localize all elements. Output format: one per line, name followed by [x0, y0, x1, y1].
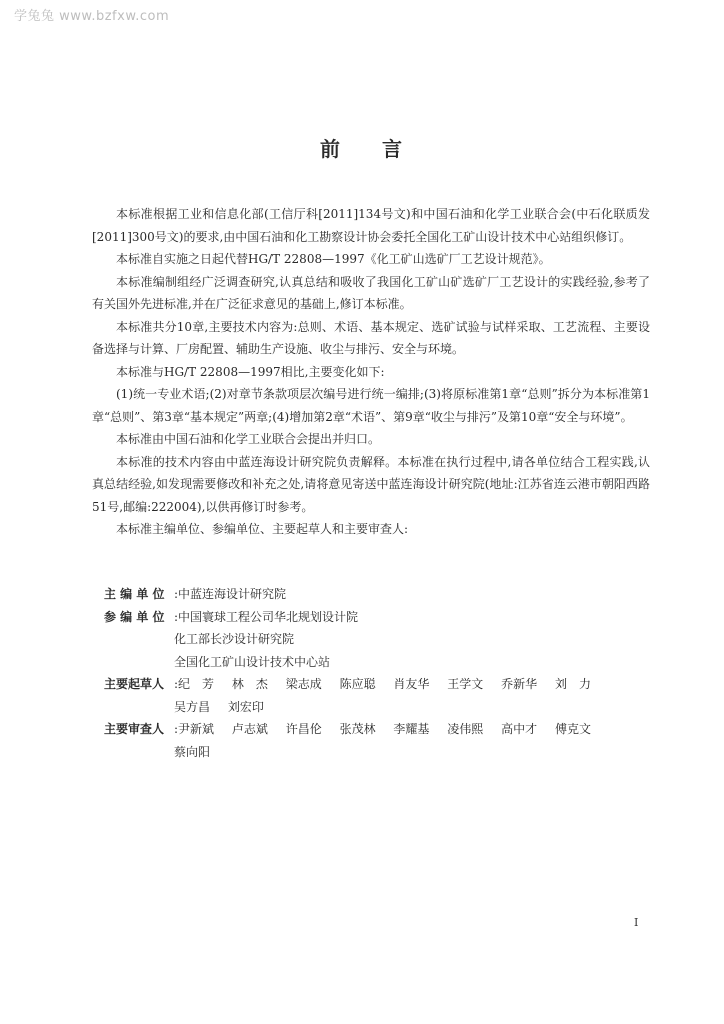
paragraph: 本标准编制组经广泛调查研究,认真总结和吸收了我国化工矿山矿选矿厂工艺设计的实践经验,参考了有关国外先进标准,并在广泛征求意见的基础上,修订本标准。: [92, 274, 650, 311]
reviewers-row-cont: [104, 741, 664, 764]
preface-body: [92, 203, 650, 541]
participants-row: 参 编 单 位 : 中国寰球工程公司华北规划设计院: [104, 606, 664, 629]
drafter-name: 陈应聪: [339, 677, 376, 691]
page-number: I: [634, 916, 639, 929]
drafters-row-cont: [104, 696, 664, 719]
contributors-list: [104, 583, 664, 763]
participants-label: 参 编 单 位: [104, 609, 165, 624]
drafter-name: 林 杰: [231, 677, 268, 691]
drafter-name: 梁志成: [285, 677, 322, 691]
paragraph: 本标准共分10章,主要技术内容为:总则、术语、基本规定、选矿试验与试样采取、工艺流程、主要设备选择与计算、厂房配置、辅助生产设施、收尘与排污、安全与环境。: [92, 319, 650, 356]
participant-unit: 中国寰球工程公司华北规划设计院: [178, 609, 359, 624]
reviewer-name: 高中才: [501, 722, 538, 736]
page-title: [0, 133, 724, 162]
title-part1: 前: [320, 137, 342, 161]
reviewer-name: 卢志斌: [231, 722, 268, 736]
drafter-name: 刘 力: [554, 677, 591, 691]
chief-editor-row: 主 编 单 位 : 中蓝连海设计研究院: [104, 583, 664, 606]
watermark: 学兔兔 www.bzfxw.com: [14, 9, 170, 24]
chief-editor-label: 主 编 单 位: [104, 587, 165, 601]
reviewer-name: 尹新斌: [178, 722, 215, 736]
paragraph: 本标准与HG/T 22808—1997相比,主要变化如下:: [116, 364, 385, 379]
paragraph: 本标准自实施之日起代替HG/T 22808—1997《化工矿山选矿厂工艺设计规范》。: [116, 252, 551, 266]
drafters-label: 主要起草人: [104, 677, 165, 691]
reviewer-name: 许昌伦: [285, 722, 322, 736]
reviewer-name: 张茂林: [339, 722, 376, 736]
reviewer-name: 蔡向阳: [174, 744, 211, 759]
drafter-name: 肖友华: [393, 677, 430, 691]
participants-row-cont: [104, 651, 664, 674]
paragraph: 本标准由中国石油和化学工业联合会提出并归口。: [116, 432, 381, 446]
drafter-name: 王学文: [447, 677, 484, 691]
paragraph: 本标准的技术内容由中蓝连海设计研究院负责解释。本标准在执行过程中,请各单位结合工程实践,认真总结经验,如发现需要修改和补充之处,请将意见寄送中蓝连海设计研究院(地址:江苏省连云港市朝阳西路51号,邮编:222004),以供再修订时参考。: [92, 454, 650, 514]
drafter-name: 乔新华: [501, 677, 538, 691]
drafter-name: 刘宏印: [227, 699, 264, 714]
participants-row-cont: [104, 628, 664, 651]
reviewer-name: 傅克文: [554, 722, 591, 736]
drafter-name: 吴方昌: [174, 699, 211, 714]
chief-editor-value: 中蓝连海设计研究院: [178, 587, 287, 601]
paragraph: 本标准主编单位、参编单位、主要起草人和主要审查人:: [116, 522, 409, 536]
reviewers-row: 主要审查人 : 尹新斌 卢志斌 许昌伦 张茂林 李耀基 凌伟熙 高中才 傅克文: [104, 718, 664, 741]
reviewers-label: 主要审查人: [104, 722, 165, 736]
title-part2: 言: [382, 137, 404, 161]
paragraph: 本标准根据工业和信息化部(工信厅科[2011]134号文)和中国石油和化学工业联合会(中石化联质发[2011]300号文)的要求,由中国石油和化工勘察设计协会委托全国化工矿山设计技术中心站组织修订。: [92, 207, 650, 244]
reviewer-name: 李耀基: [393, 722, 430, 736]
reviewer-name: 凌伟熙: [447, 722, 484, 736]
drafter-name: 纪 芳: [178, 677, 215, 691]
drafters-row: 主要起草人 : 纪 芳 林 杰 梁志成 陈应聪 肖友华 王学文 乔新华 刘 力: [104, 673, 664, 696]
paragraph: (1)统一专业术语;(2)对章节条款项层次编号进行统一编排;(3)将原标准第1章“总则”拆分为本标准第1章“总则”、第3章“基本规定”两章;(4)增加第2章“术语”、第9章“收尘与排污”及第10章“安全与环境”。: [92, 387, 650, 424]
participant-unit: 全国化工矿山设计技术中心站: [174, 654, 331, 669]
participant-unit: 化工部长沙设计研究院: [174, 632, 295, 646]
